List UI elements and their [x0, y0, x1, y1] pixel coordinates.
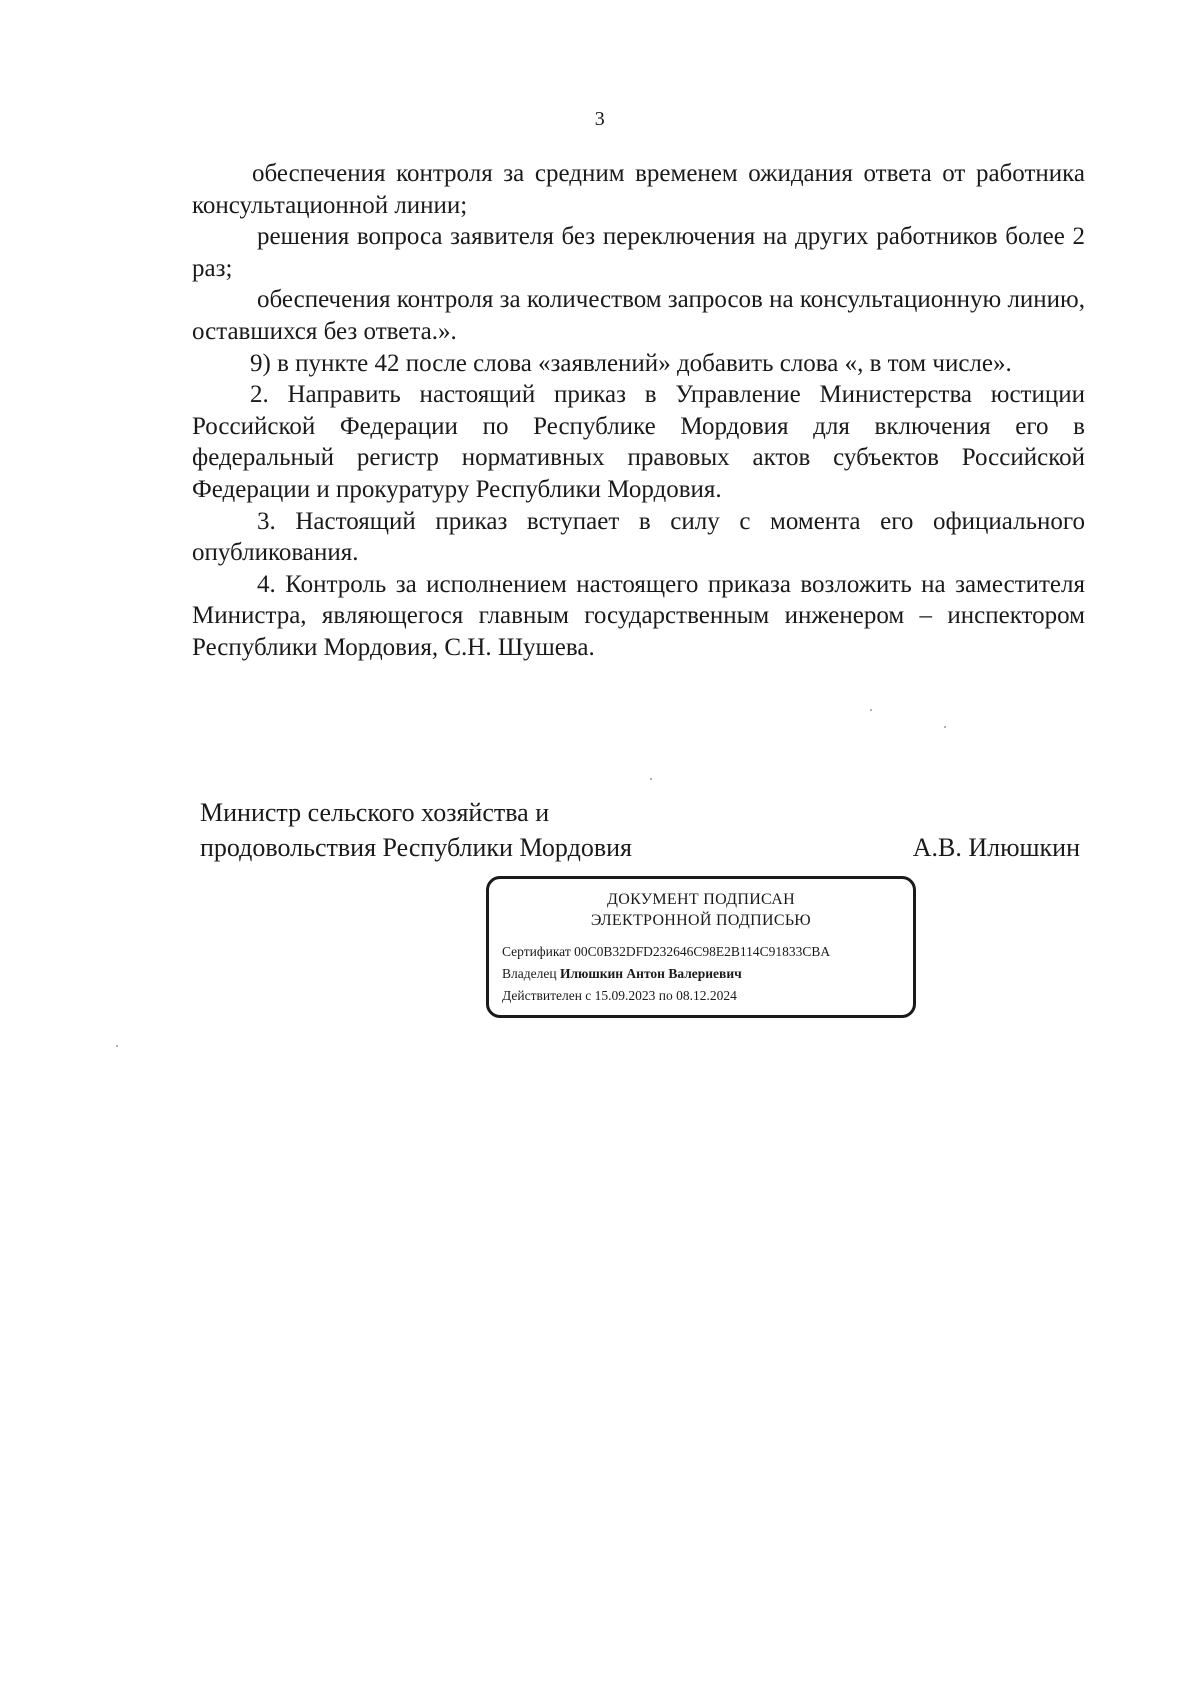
signatory-position-line2: продовольствия Республики Мордовия	[200, 833, 632, 862]
scan-artifact-dot	[870, 709, 872, 711]
electronic-signature-stamp	[486, 876, 916, 1018]
scan-artifact-dot	[944, 726, 946, 728]
paragraph-unanswered-requests: обеспечения контроля за количеством запросов на консультационную линию, оставшихся без ответа.».	[192, 286, 1085, 345]
scan-artifact-dot	[650, 778, 652, 780]
stamp-details	[502, 941, 913, 1007]
stamp-valid-label: Действителен с	[502, 988, 592, 1003]
stamp-validity-row	[502, 985, 913, 1007]
stamp-certificate-value: 00C0B32DFD232646C98E2B114C91833CBA	[574, 944, 831, 959]
stamp-valid-from: 15.09.2023	[594, 988, 656, 1003]
paragraph-item-3: 3. Настоящий приказ вступает в силу с момента его официального опубликования.	[192, 507, 1085, 567]
stamp-certificate-label: Сертификат	[502, 944, 571, 959]
stamp-title-line1: ДОКУМЕНТ ПОДПИСАН	[607, 891, 795, 908]
stamp-title	[489, 889, 913, 931]
paragraph-no-transfer: решения вопроса заявителя без переключения на других работников более 2 раз;	[192, 223, 1085, 282]
paragraph-response-time: обеспечения контроля за средним временем ожидания ответа от работника консультационной линии;	[192, 160, 1085, 219]
document-body	[192, 158, 1085, 664]
page-number: 3	[594, 108, 606, 130]
paragraph-item-4: 4. Контроль за исполнением настоящего приказа возложить на заместителя Министра, являющегося главным государственным инженером – инспектором Республики Мордовия, С.Н. Шушева.	[192, 570, 1085, 661]
paragraph-item-2: 2. Направить настоящий приказ в Управление Министерства юстиции Российской Федерации по Республике Мордовия для включения его в федеральный регистр нормативных правовых актов субъектов Российской Федерации и прокуратуру Республики Мордовия.	[192, 381, 1085, 503]
stamp-owner-row	[502, 963, 913, 985]
scan-artifact-dot	[116, 1045, 118, 1047]
stamp-valid-to-label: по	[658, 988, 673, 1003]
stamp-owner-label: Владелец	[502, 966, 557, 981]
stamp-valid-to: 08.12.2024	[676, 988, 737, 1003]
signatory-name: А.В. Илюшкин	[912, 833, 1080, 862]
signatory-position-line1: Министр сельского хозяйства и	[200, 798, 550, 827]
stamp-owner-value: Илюшкин Антон Валериевич	[559, 966, 742, 981]
paragraph-item-9: 9) в пункте 42 после слова «заявлений» добавить слова «, в том числе».	[250, 349, 1012, 377]
signature-block	[200, 795, 1080, 865]
stamp-certificate-row	[502, 941, 913, 963]
stamp-title-line2: ЭЛЕКТРОННОЙ ПОДПИСЬЮ	[590, 912, 812, 929]
